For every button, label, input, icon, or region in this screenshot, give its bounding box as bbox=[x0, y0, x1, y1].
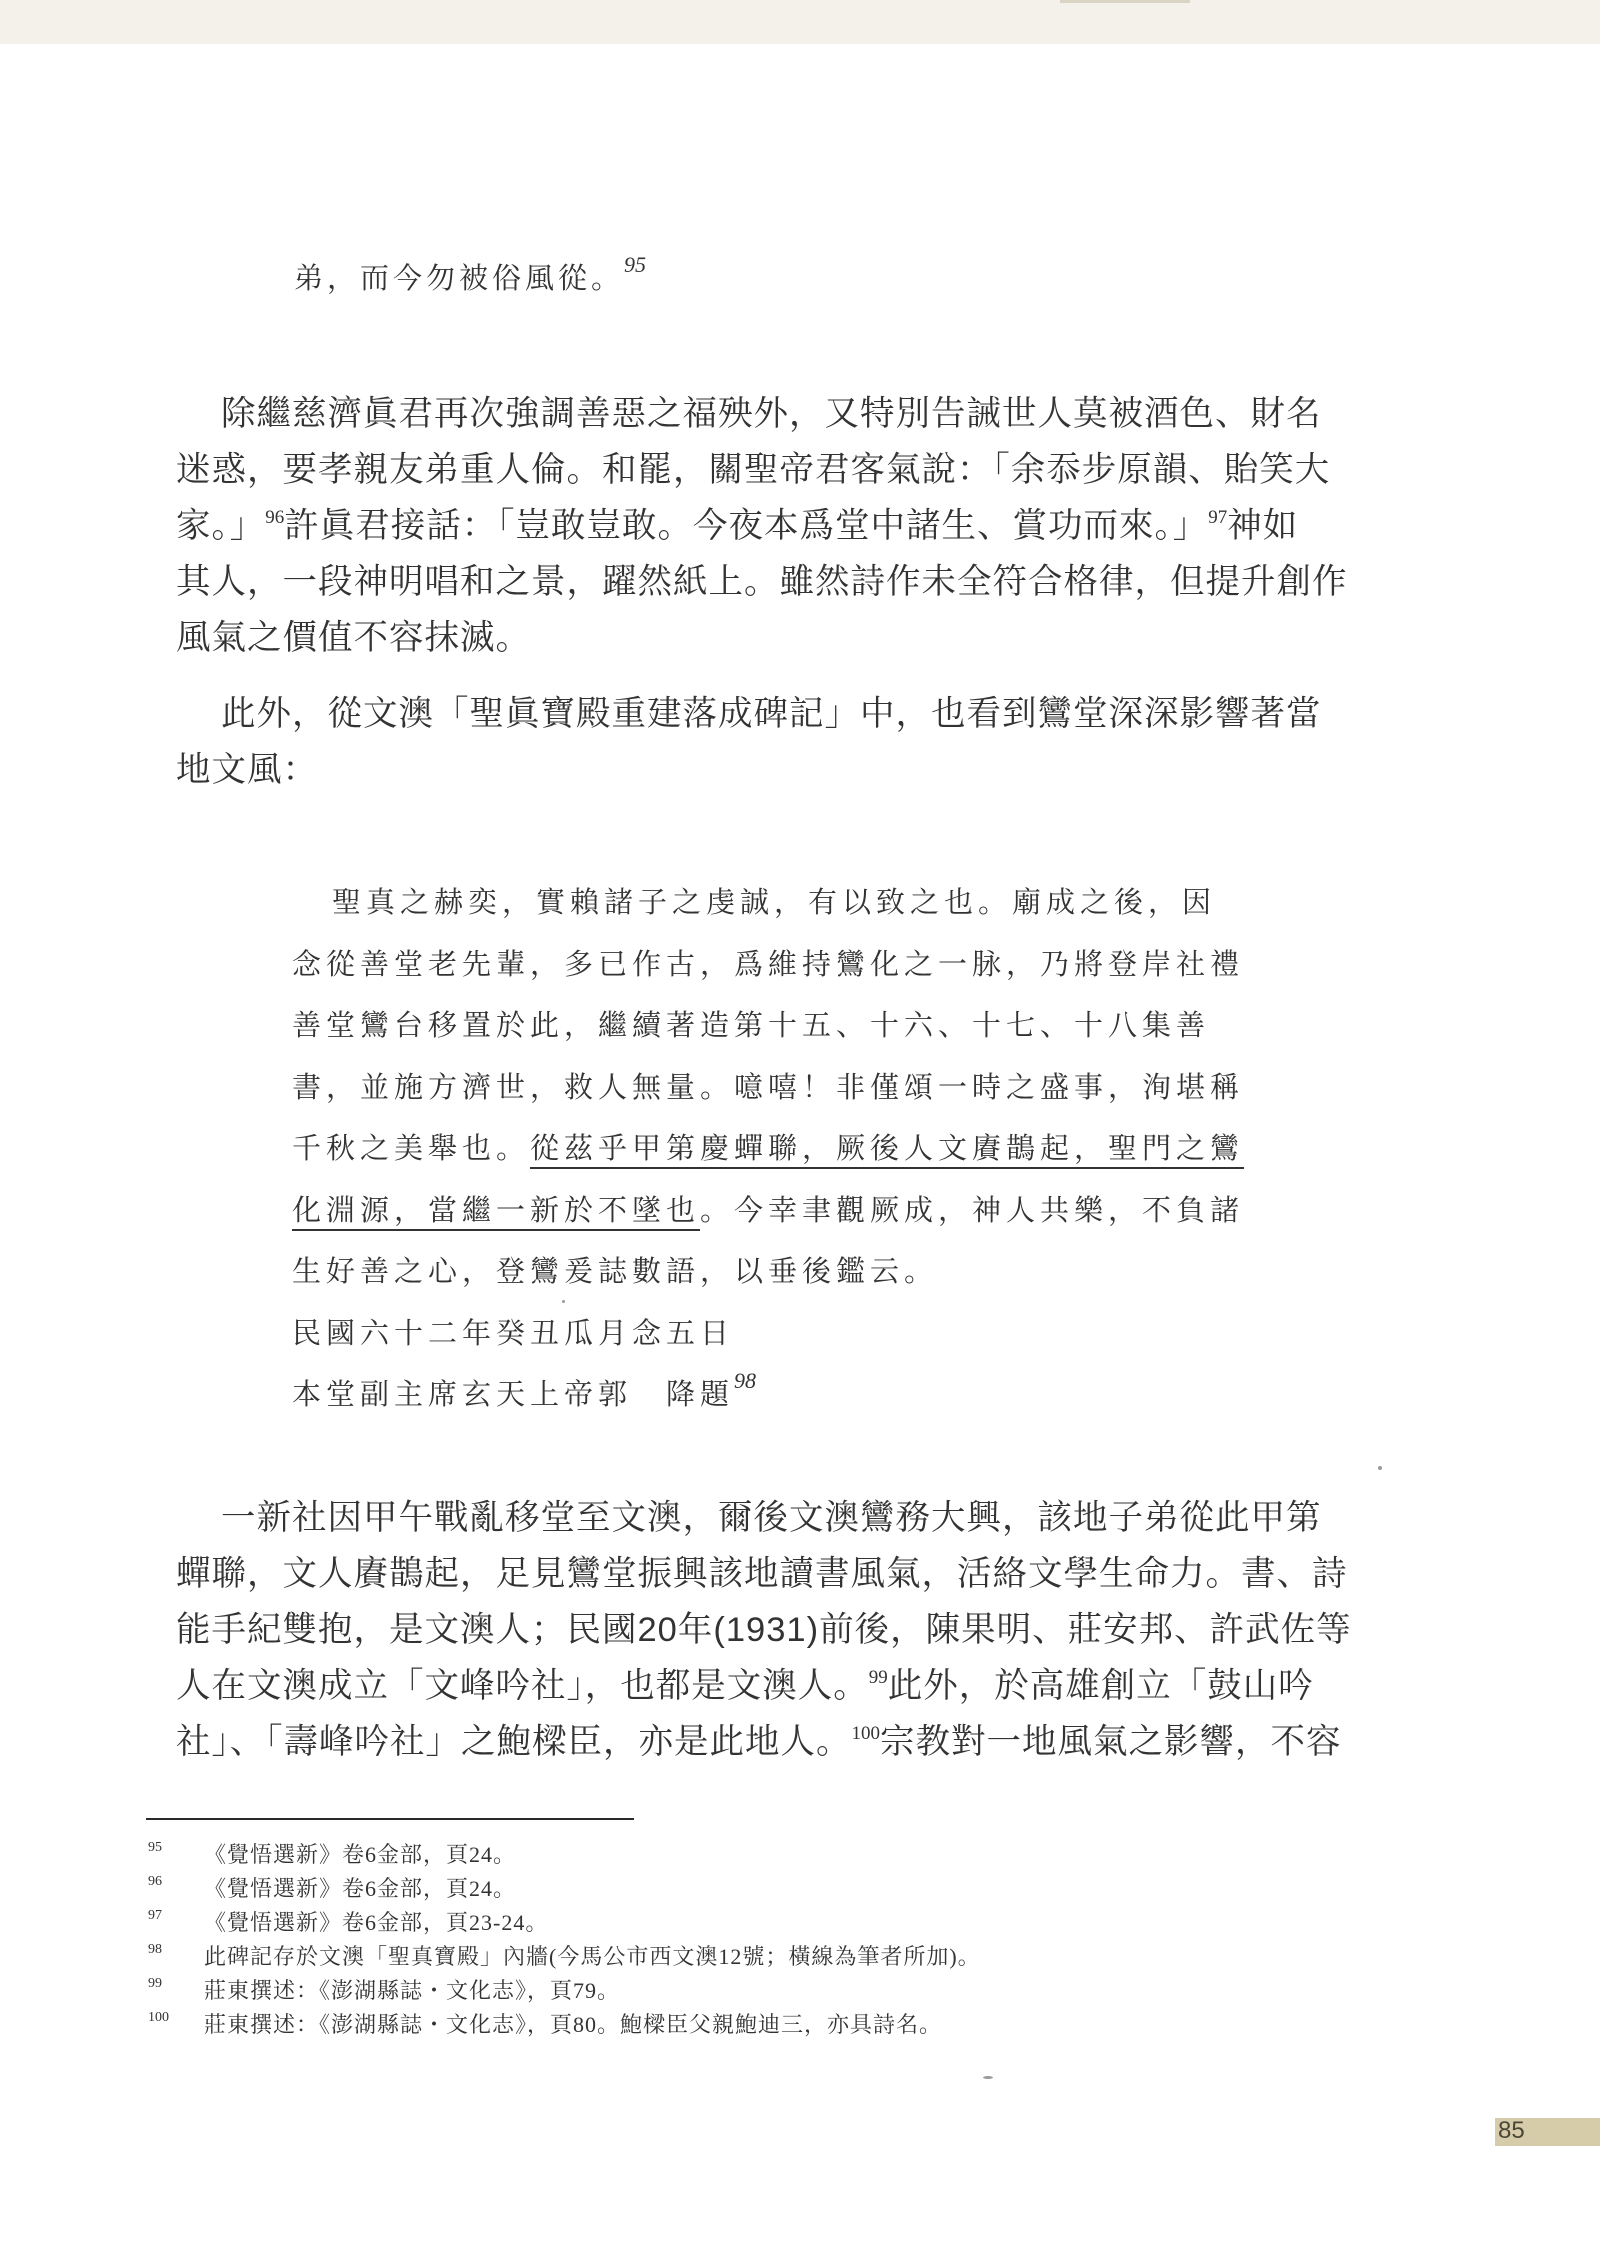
footnote-number: 98 bbox=[148, 1942, 162, 1957]
footnote-text: 莊東撰述：《澎湖縣誌・文化志》，頁79。 bbox=[204, 1978, 621, 2003]
inscription-signature bbox=[292, 1364, 1362, 1426]
footnote-item bbox=[148, 1838, 1248, 1872]
scan-speck bbox=[983, 2076, 993, 2079]
footnote-text: 莊東撰述：《澎湖縣誌・文化志》，頁80。鮑樑臣父親鮑迪三，亦具詩名。 bbox=[204, 2012, 943, 2037]
footnote-ref-95[interactable]: 95 bbox=[624, 252, 647, 277]
footnote-ref-97[interactable]: 97 bbox=[1208, 507, 1228, 528]
text-segment: 千秋之美舉也。 bbox=[292, 1131, 531, 1165]
text-segment: 許眞君接話：「豈敢豈敢。今夜本爲堂中諸生、賞功而來。」 bbox=[284, 507, 1209, 545]
footnote-item bbox=[148, 1872, 1248, 1906]
footnotes bbox=[148, 1838, 1248, 2042]
scan-speck bbox=[562, 1300, 565, 1303]
footnote-number: 100 bbox=[148, 2010, 169, 2025]
paragraph-3 bbox=[176, 1490, 1351, 1770]
text-line: 其人，一段神明唱和之景，躍然紙上。雖然詩作未全符合格律，但提升創作 bbox=[176, 563, 1348, 601]
text-segment: 此外，於高雄創立「鼓山吟 bbox=[887, 1667, 1314, 1705]
paragraph-2 bbox=[176, 686, 1351, 798]
lead-quote bbox=[294, 252, 647, 298]
quote-line bbox=[292, 1118, 1362, 1180]
page-number: 85 bbox=[1498, 2117, 1525, 2144]
text-line: 迷惑，要孝親友弟重人倫。和罷，關聖帝君客氣說：「余忝步原韻、貽笑大 bbox=[176, 451, 1331, 489]
footnote-number: 95 bbox=[148, 1840, 162, 1855]
quote-line: 善堂鸞台移置於此，繼續著造第十五、十六、十七、十八集善 bbox=[292, 1008, 1211, 1042]
footnote-ref-96[interactable]: 96 bbox=[265, 507, 285, 528]
footnote-item bbox=[148, 1940, 1248, 1974]
footnote-text: 《覺悟選新》卷6金部，頁23-24。 bbox=[204, 1910, 549, 1935]
inscription-quote bbox=[292, 872, 1362, 1426]
text-line: 除繼慈濟眞君再次強調善惡之福殃外，又特別告誡世人莫被酒色、財名 bbox=[221, 395, 1322, 433]
underlined-text: 從茲乎甲第慶蟬聯，厥後人文賡鵲起，聖門之鸞 bbox=[530, 1131, 1245, 1165]
footnote-item bbox=[148, 1974, 1248, 2008]
text-line bbox=[176, 1714, 1351, 1770]
footnote-number: 96 bbox=[148, 1874, 162, 1889]
header-mark bbox=[1060, 0, 1190, 3]
footnote-text: 《覺悟選新》卷6金部，頁24。 bbox=[204, 1876, 517, 1901]
quote-line: 念從善堂老先輩，多已作古，爲維持鸞化之一脉，乃將登岸社禮 bbox=[292, 946, 1245, 981]
footnote-item bbox=[148, 2008, 1248, 2042]
text-segment: 宗教對一地風氣之影響，不容 bbox=[880, 1723, 1342, 1761]
text-line: 一新社因甲午戰亂移堂至文澳，爾後文澳鸞務大興，該地子弟從此甲第 bbox=[221, 1499, 1322, 1537]
footnote-number: 99 bbox=[148, 1976, 162, 1991]
page-header-band bbox=[0, 0, 1600, 44]
footnote-ref-99[interactable]: 99 bbox=[868, 1667, 888, 1688]
text-line: 風氣之價值不容抹滅。 bbox=[176, 619, 531, 657]
text-line: 能手紀雙抱，是文澳人；民國20年(1931)前後，陳果明、莊安邦、許武佐等 bbox=[176, 1611, 1352, 1649]
quote-line: 聖真之赫奕，實賴諸子之虔誠，有以致之也。廟成之後，因 bbox=[332, 885, 1217, 919]
text-segment: 人在文澳成立「文峰吟社」，也都是文澳人。 bbox=[176, 1667, 869, 1705]
footnote-text: 此碑記存於文澳「聖真寶殿」內牆(今馬公市西文澳12號；橫線為筆者所加)。 bbox=[204, 1944, 981, 1969]
scan-speck bbox=[1378, 1466, 1382, 1470]
text-line: 蟬聯，文人賡鵲起，足見鸞堂振興該地讀書風氣，活絡文學生命力。書、詩 bbox=[176, 1555, 1348, 1593]
footnote-ref-100[interactable]: 100 bbox=[851, 1723, 880, 1744]
quote-line: 書，並施方濟世，救人無量。噫嘻！非僅頌一時之盛事，洵堪稱 bbox=[292, 1069, 1245, 1104]
text-line: 地文風： bbox=[176, 751, 318, 789]
lead-quote-text: 弟，而今勿被俗風從。 bbox=[294, 261, 625, 295]
footnote-text: 《覺悟選新》卷6金部，頁24。 bbox=[204, 1842, 517, 1867]
underlined-text: 化淵源，當繼一新於不墜也 bbox=[292, 1192, 701, 1227]
paragraph-1 bbox=[176, 386, 1351, 666]
footnote-separator bbox=[146, 1818, 634, 1820]
text-line bbox=[176, 1658, 1351, 1714]
footnote-ref-98[interactable]: 98 bbox=[734, 1368, 757, 1393]
text-segment: 本堂副主席玄天上帝郭 降題 bbox=[292, 1377, 735, 1411]
text-segment: 。今幸聿觀厥成，神人共樂，不負諸 bbox=[700, 1192, 1245, 1227]
inscription-date: 民國六十二年癸丑瓜月念五日 bbox=[292, 1315, 735, 1350]
footnote-number: 97 bbox=[148, 1908, 162, 1923]
quote-line: 生好善之心，登鸞爰誌數語，以垂後鑑云。 bbox=[292, 1254, 939, 1288]
footnote-item bbox=[148, 1906, 1248, 1940]
text-line: 此外，從文澳「聖眞寶殿重建落成碑記」中，也看到鸞堂深深影響著當 bbox=[221, 695, 1322, 733]
text-segment: 家。」 bbox=[176, 507, 266, 545]
text-segment: 神如 bbox=[1227, 507, 1299, 545]
quote-line bbox=[292, 1180, 1362, 1242]
text-segment: 社」、「壽峰吟社」之鮑樑臣，亦是此地人。 bbox=[176, 1723, 852, 1761]
text-line bbox=[176, 498, 1351, 554]
